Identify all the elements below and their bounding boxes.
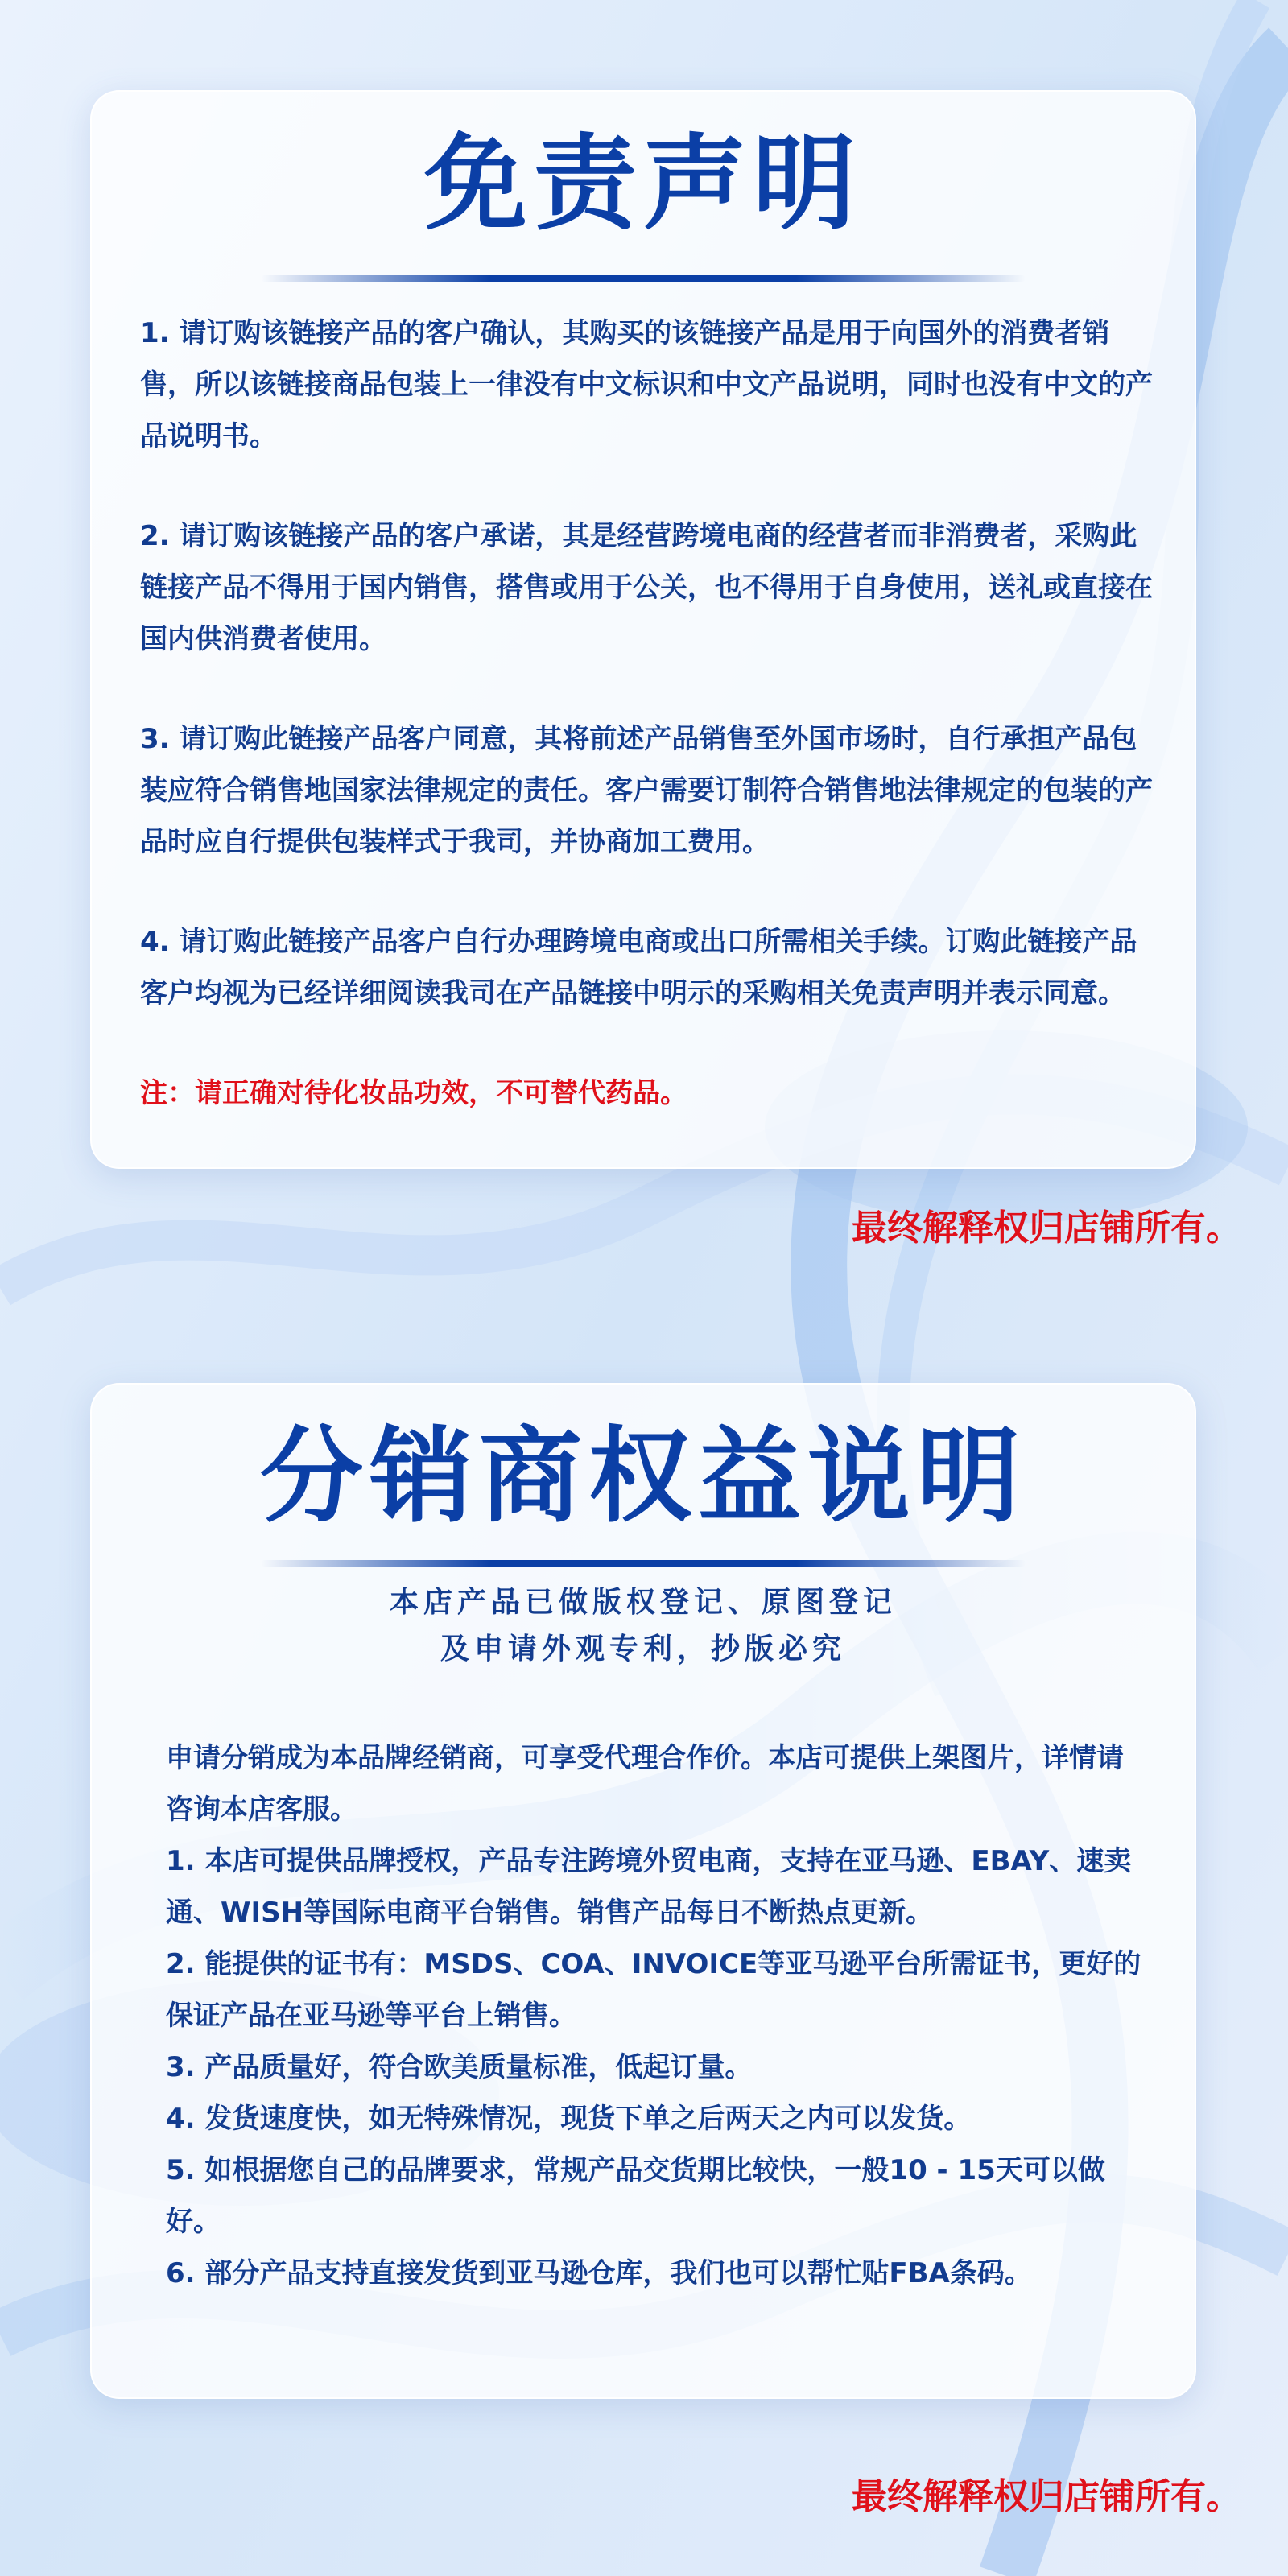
distributor-item-3: 3. 产品质量好，符合欧美质量标准，低起订量。 — [166, 2051, 753, 2083]
disclaimer-body — [140, 308, 1154, 1119]
distributor-item-5: 5. 如根据您自己的品牌要求，常规产品交货期比较快，一般10 - 15天可以做好。 — [166, 2154, 1105, 2238]
disclaimer-paragraph-2: 2. 请订购该链接产品的客户承诺，其是经营跨境电商的经营者而非消费者，采购此链接产品不得用于国内销售，搭售或用于公关，也不得用于自身使用，送礼或直接在国内供消费者使用。 — [140, 520, 1153, 655]
rights-statement: 最终解释权归店铺所有。 — [852, 1208, 1241, 1249]
copyright-notice — [92, 1579, 1195, 1673]
disclaimer-paragraph-3: 3. 请订购此链接产品客户同意，其将前述产品销售至外国市场时，自行承担产品包装应符合销售地国家法律规定的责任。客户需要订制符合销售地法律规定的包装的产品时应自行提供包装样式于我司，并协商加工费用。 — [140, 723, 1153, 858]
disclaimer-note: 注：请正确对待化妆品功效，不可替代药品。 — [140, 1077, 687, 1109]
distributor-item-2: 2. 能提供的证书有：MSDS、COA、INVOICE等亚马逊平台所需证书，更好的保证产品在亚马逊等平台上销售。 — [166, 1948, 1141, 2032]
copyright-notice-line-1: 本店产品已做版权登记、原图登记 — [389, 1586, 897, 1619]
distributor-title: 分销商权益说明 — [259, 1417, 1026, 1537]
distributor-intro: 申请分销成为本品牌经销商，可享受代理合作价。本店可提供上架图片，详情请咨询本店客服。 — [166, 1742, 1124, 1826]
disclaimer-card — [90, 90, 1196, 1169]
distributor-item-4: 4. 发货速度快，如无特殊情况，现货下单之后两天之内可以发货。 — [166, 2103, 972, 2135]
copyright-notice-line-2: 及申请外观专利，抄版必究 — [440, 1633, 846, 1666]
title-underline — [261, 1560, 1026, 1567]
rights-statement: 最终解释权归店铺所有。 — [852, 2476, 1241, 2517]
disclaimer-paragraph-1: 1. 请订购该链接产品的客户确认，其购买的该链接产品是用于向国外的消费者销售，所以该链接商品包装上一律没有中文标识和中文产品说明，同时也没有中文的产品说明书。 — [140, 317, 1153, 452]
disclaimer-paragraph-4: 4. 请订购此链接产品客户自行办理跨境电商或出口所需相关手续。订购此链接产品客户均视为已经详细阅读我司在产品链接中明示的采购相关免责声明并表示同意。 — [140, 926, 1137, 1009]
distributor-card — [90, 1383, 1196, 2399]
title-underline — [261, 275, 1026, 282]
distributor-item-1: 1. 本店可提供品牌授权，产品专注跨境外贸电商，支持在亚马逊、EBAY、速卖通、WISH等国际电商平台销售。销售产品每日不断热点更新。 — [166, 1845, 1132, 1929]
disclaimer-title: 免责声明 — [423, 124, 862, 244]
distributor-body — [166, 1732, 1146, 2299]
distributor-item-6: 6. 部分产品支持直接发货到亚马逊仓库，我们也可以帮忙贴FBA条码。 — [166, 2257, 1032, 2289]
